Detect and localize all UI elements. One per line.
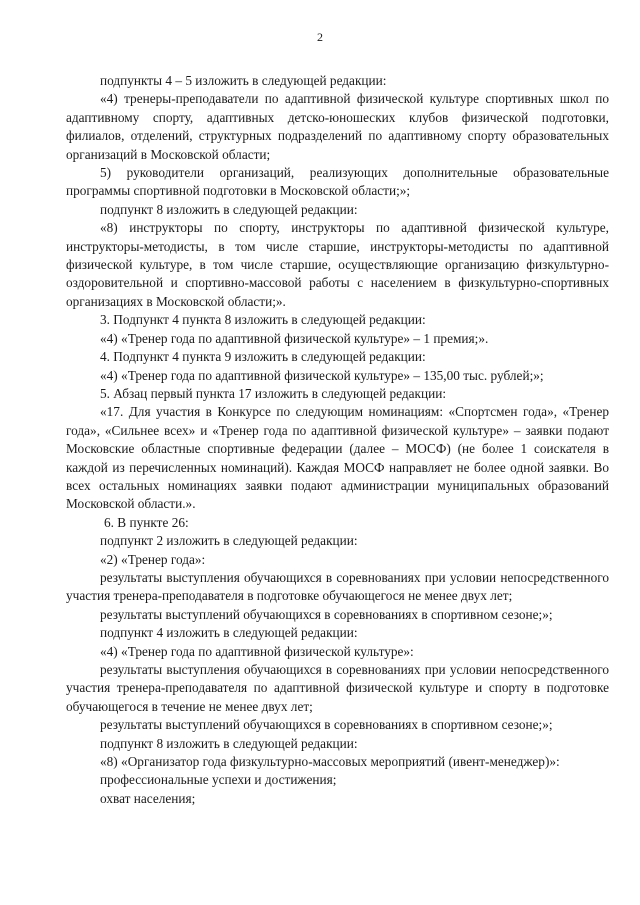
- paragraph-1: подпункты 4 – 5 изложить в следующей редакции:: [100, 73, 387, 88]
- paragraph-23: профессиональные успехи и достижения;: [100, 772, 337, 788]
- paragraph-10: 5. Абзац первый пункта 17 изложить в следующей редакции:: [100, 385, 447, 401]
- paragraph-21: подпункт 8 изложить в следующей редакции:: [100, 735, 358, 751]
- paragraph-22: «8) «Организатор года физкультурно-массовых мероприятий (ивент-менеджер)»:: [100, 754, 560, 770]
- paragraph-9: «4) «Тренер года по адаптивной физической культуре» – 135,00 тыс. рублей;»;: [100, 367, 544, 383]
- paragraph-11: «17. Для участия в Конкурсе по следующим номинациям: «Спортсмен года», «Тренер года», «Сильнее всех» и «Тренер года по адаптивной физической культуре» – заявки подают Московские областные спортивные федерации (далее – МОСФ) (не более 1 соискателя в каждой из перечисленных номинаций). Каждая МОСФ направляет не более одной заявки. Во всех остальных номинациях заявки подают администрации муниципальных образований Московской области.».: [66, 404, 609, 512]
- paragraph-6: 3. Подпункт 4 пункта 8 изложить в следующей редакции:: [100, 312, 426, 328]
- paragraph-7: «4) «Тренер года по адаптивной физической культуре» – 1 премия;».: [100, 330, 489, 346]
- paragraph-4: подпункт 8 изложить в следующей редакции:: [100, 201, 358, 217]
- paragraph-16: результаты выступлений обучающихся в соревнованиях в спортивном сезоне;»;: [100, 606, 553, 622]
- paragraph-3: 5) руководители организаций, реализующих дополнительные образовательные программы спортивной подготовки в Московской области;»;: [66, 165, 609, 199]
- paragraph-20: результаты выступлений обучающихся в соревнованиях в спортивном сезоне;»;: [100, 717, 553, 733]
- paragraph-14: «2) «Тренер года»:: [100, 551, 206, 567]
- paragraph-13: подпункт 2 изложить в следующей редакции:: [100, 533, 358, 549]
- document-body: [66, 72, 609, 808]
- paragraph-5: «8) инструкторы по спорту, инструкторы по адаптивной физической культуре, инструкторы-методисты, в том числе старшие, инструкторы-методисты по адаптивной физической культуре, в том числе старшие, осуществляющие организацию физкультурно-оздоровительной и спортивно-массовой работы с населением в физкультурно-спортивных организациях в Московской области;».: [66, 220, 609, 309]
- paragraph-12: 6. В пункте 26:: [104, 514, 189, 530]
- page-number: 2: [317, 30, 323, 44]
- paragraph-18: «4) «Тренер года по адаптивной физической культуре»:: [100, 643, 414, 659]
- paragraph-17: подпункт 4 изложить в следующей редакции:: [100, 625, 358, 641]
- paragraph-15: результаты выступления обучающихся в соревнованиях при условии непосредственного участия тренера-преподавателя в подготовке обучающегося не менее двух лет;: [66, 569, 609, 604]
- paragraph-19: результаты выступления обучающихся в соревнованиях при условии непосредственного участия тренера-преподавателя по адаптивной физической культуре и спорту в подготовке обучающегося в течение не менее двух лет;: [66, 662, 609, 714]
- paragraph-8: 4. Подпункт 4 пункта 9 изложить в следующей редакции:: [100, 349, 426, 365]
- paragraph-2: «4) тренеры-преподаватели по адаптивной физической культуре спортивных школ по адаптивному спорту, адаптивных детско-юношеских клубов физической подготовки, филиалов, отделений, структурных подразделений по адаптивному спорту образовательных организаций в Московской области;: [66, 91, 609, 162]
- paragraph-24: охват населения;: [100, 790, 196, 806]
